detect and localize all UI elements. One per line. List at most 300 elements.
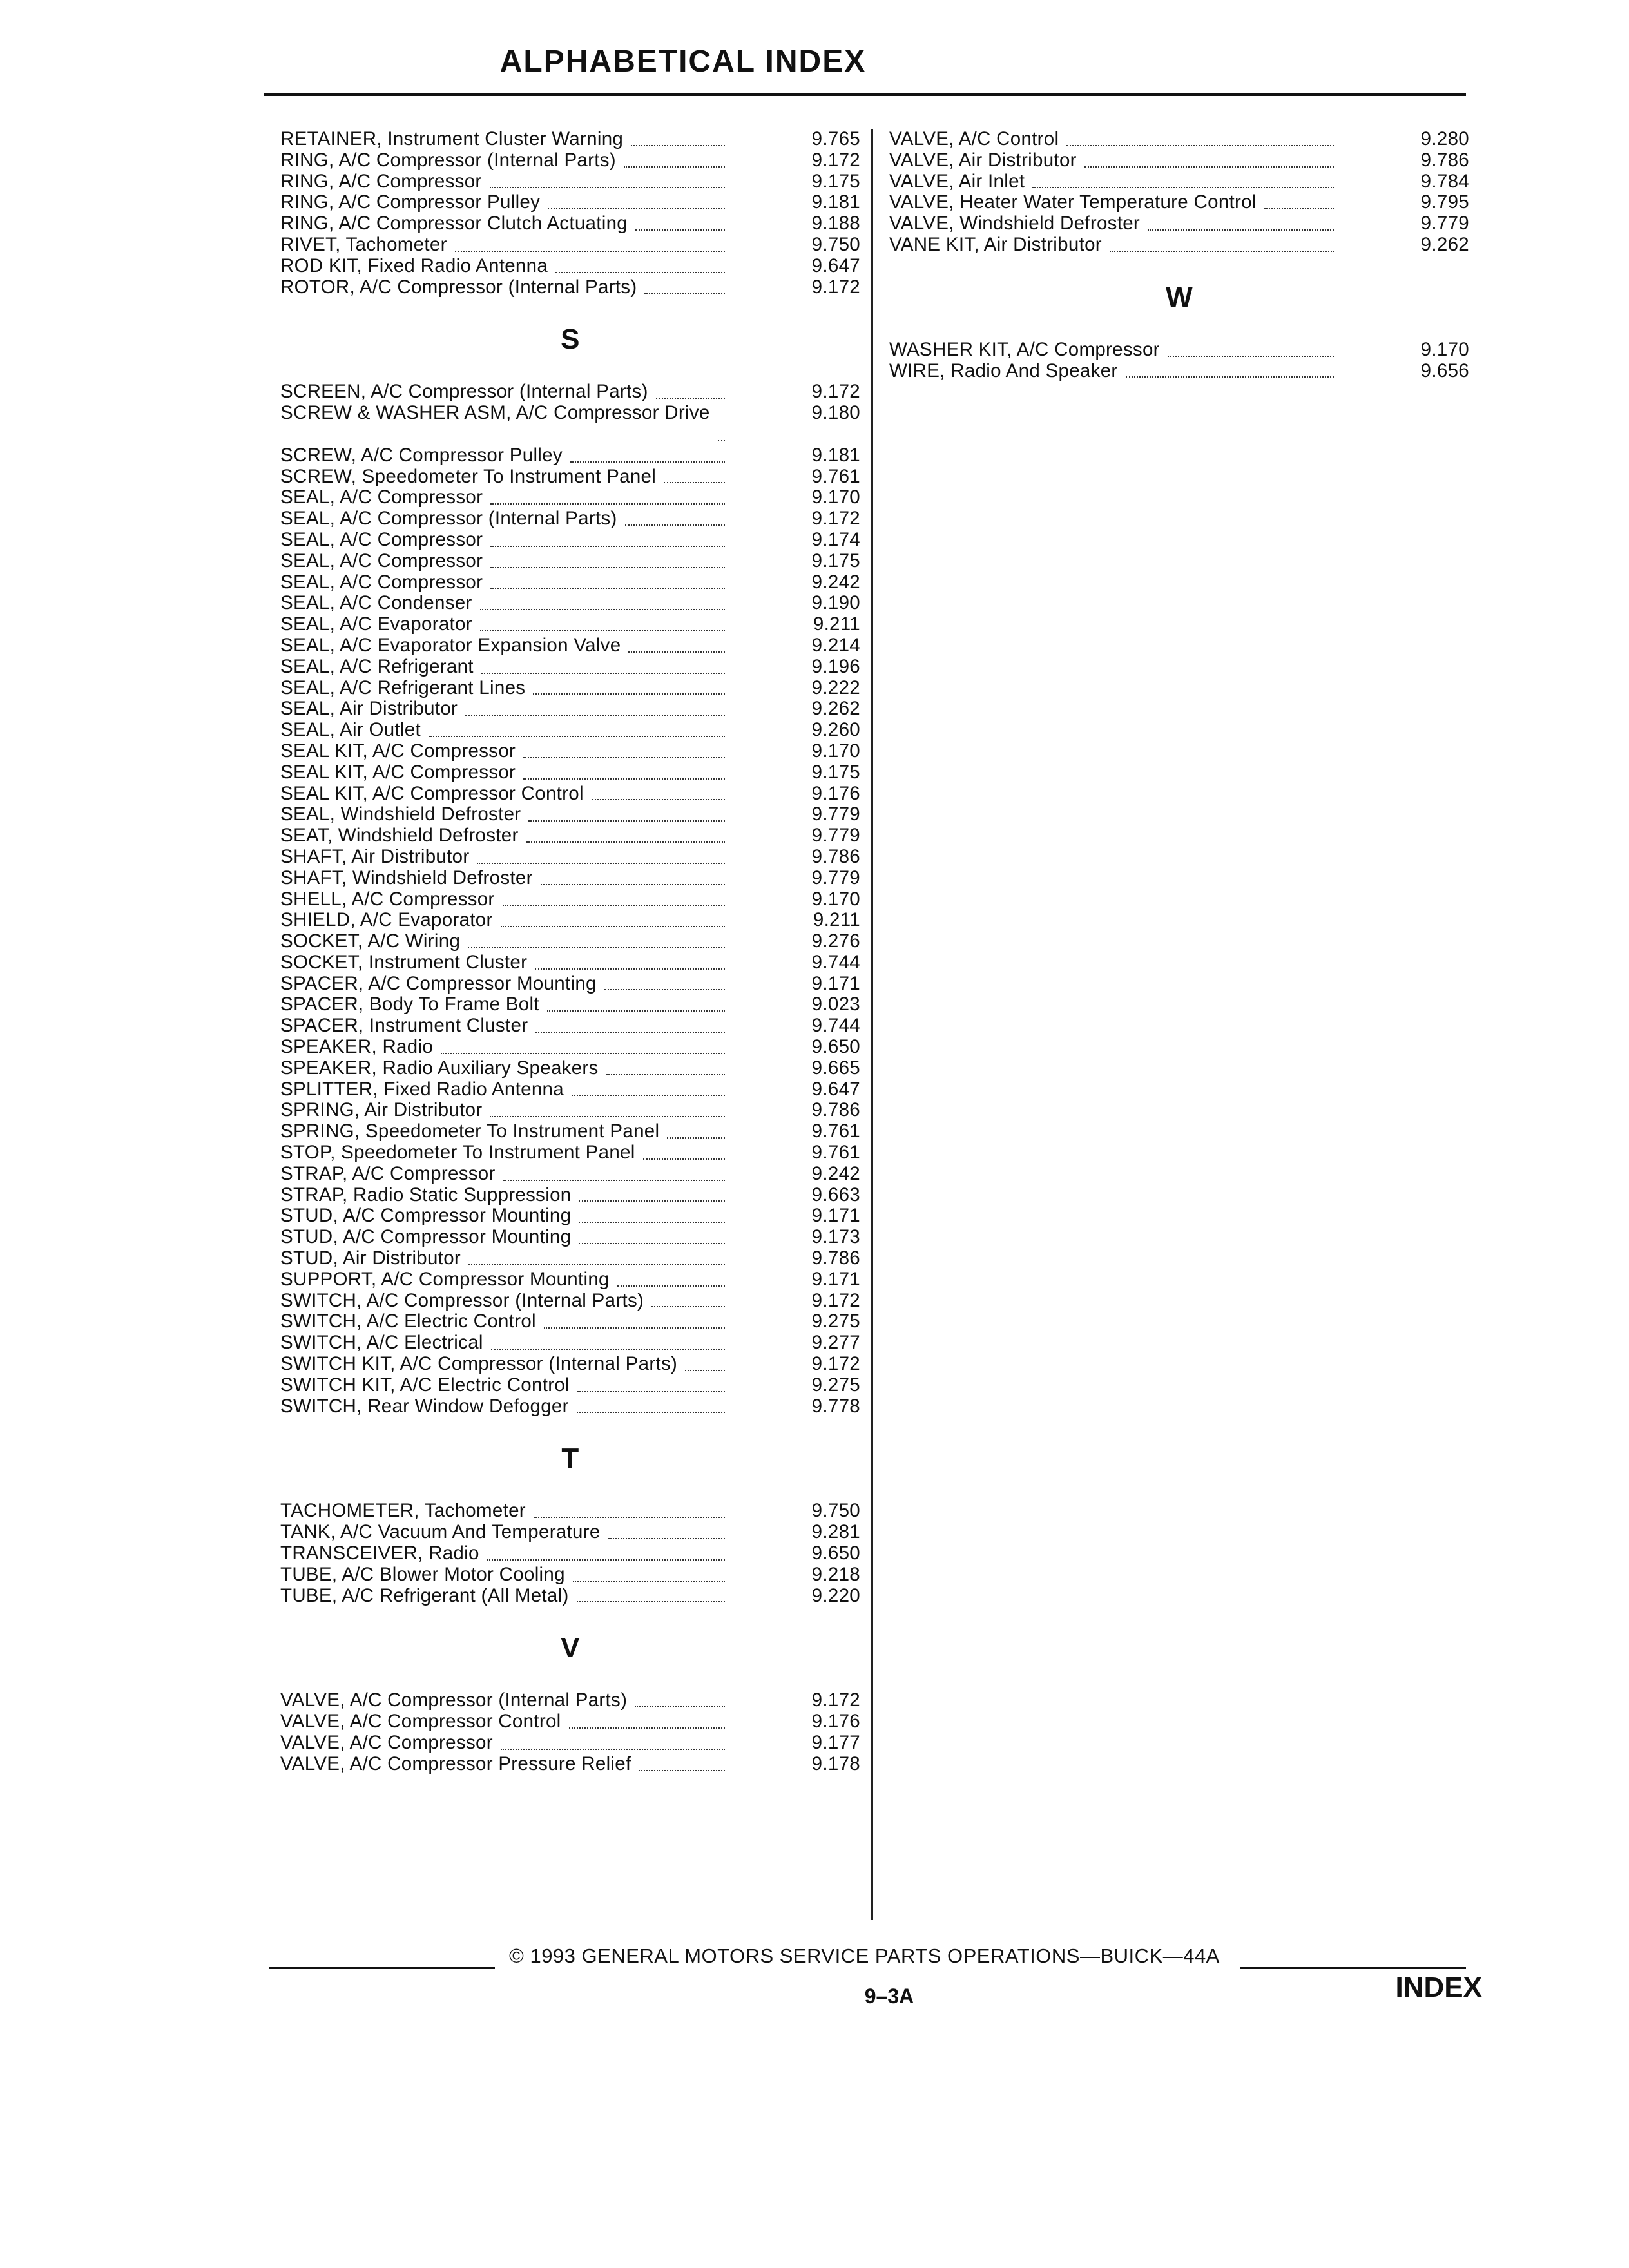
dot-leader xyxy=(535,967,725,970)
entry-label: SEAL, Windshield Defroster xyxy=(280,804,521,825)
entry-label: SHIELD, A/C Evaporator xyxy=(280,910,493,931)
entry-page-ref: 9.242 xyxy=(811,571,860,593)
dot-leader xyxy=(577,1410,725,1413)
entry-label: SCREEN, A/C Compressor (Internal Parts) xyxy=(280,381,648,403)
dot-leader xyxy=(544,1326,725,1329)
dot-leader xyxy=(1168,354,1334,357)
entry-label: TACHOMETER, Tachometer xyxy=(280,1501,526,1522)
index-entry xyxy=(280,1543,860,1564)
index-entry xyxy=(889,235,1469,256)
footer-copyright: © 1993 GENERAL MOTORS SERVICE PARTS OPERATIONS—BUICK—44A xyxy=(509,1945,1220,1967)
index-entry xyxy=(280,551,860,572)
entry-page-ref: 9.786 xyxy=(1420,149,1469,171)
dot-leader xyxy=(718,439,725,441)
entry-label: VALVE, A/C Compressor xyxy=(280,1733,493,1753)
index-entry xyxy=(280,1564,860,1586)
entry-page-ref: 9.750 xyxy=(811,1500,860,1522)
entry-page-ref: 9.181 xyxy=(811,191,860,213)
entry-label: SEAL, Air Outlet xyxy=(280,720,421,741)
entry-page-ref: 9.786 xyxy=(811,1247,860,1269)
section-letter: T xyxy=(561,1443,579,1475)
dot-leader xyxy=(1032,186,1334,188)
dot-leader xyxy=(685,1369,725,1371)
entry-page-ref: 9.175 xyxy=(811,761,860,783)
index-entry xyxy=(280,403,860,445)
index-entry xyxy=(280,847,860,868)
entry-label: VALVE, Air Distributor xyxy=(889,149,1077,171)
index-entry xyxy=(280,445,860,466)
entry-page-ref: 9.196 xyxy=(811,655,860,677)
entry-page-ref: 9.222 xyxy=(811,677,860,698)
entry-label: SHELL, A/C Compressor xyxy=(280,889,495,910)
index-column-left xyxy=(280,129,860,1775)
index-entry xyxy=(280,1332,860,1354)
index-entry xyxy=(280,910,860,931)
entry-label: SEAL, A/C Evaporator xyxy=(280,614,472,635)
entry-page-ref: 9.779 xyxy=(811,825,860,847)
entry-label: VALVE, A/C Compressor Pressure Relief xyxy=(280,1753,631,1774)
index-entry xyxy=(280,572,860,593)
entry-page-ref: 9.281 xyxy=(811,1521,860,1543)
index-entry xyxy=(889,129,1469,150)
index-entry xyxy=(280,698,860,720)
index-entry xyxy=(280,1037,860,1058)
entry-page-ref: 9.174 xyxy=(811,528,860,550)
dot-leader xyxy=(631,144,725,146)
index-entry xyxy=(280,1522,860,1543)
entry-label: STOP, Speedometer To Instrument Panel xyxy=(280,1142,635,1164)
entry-page-ref: 9.180 xyxy=(811,402,860,424)
dot-leader xyxy=(480,608,725,610)
entry-label: SEAT, Windshield Defroster xyxy=(280,825,519,847)
entry-page-ref: 9.242 xyxy=(811,1162,860,1184)
dot-leader xyxy=(570,460,725,463)
entry-label: STUD, Air Distributor xyxy=(280,1248,461,1269)
index-entry xyxy=(280,1015,860,1037)
entry-label: SEAL, A/C Evaporator Expansion Valve xyxy=(280,635,621,656)
entry-page-ref: 9.170 xyxy=(1420,338,1469,360)
entry-page-ref: 9.190 xyxy=(811,592,860,614)
section-letter: S xyxy=(561,323,580,356)
dot-leader xyxy=(628,650,725,653)
index-entry xyxy=(280,762,860,783)
dot-leader xyxy=(468,1263,725,1265)
index-entry xyxy=(280,1291,860,1312)
entry-label: SEAL, A/C Compressor xyxy=(280,487,483,508)
entry-label: TUBE, A/C Refrigerant (All Metal) xyxy=(280,1585,569,1606)
entry-page-ref: 9.211 xyxy=(813,909,860,931)
entry-page-ref: 9.172 xyxy=(811,276,860,298)
entry-page-ref: 9.647 xyxy=(811,255,860,276)
dot-leader xyxy=(651,1305,725,1307)
index-entry xyxy=(280,1058,860,1079)
entry-label: SHAFT, Windshield Defroster xyxy=(280,867,533,889)
dot-leader xyxy=(533,692,725,695)
dot-leader xyxy=(577,1390,725,1392)
entry-page-ref: 9.172 xyxy=(811,1689,860,1711)
entry-label: SEAL KIT, A/C Compressor Control xyxy=(280,783,584,804)
entry-page-ref: 9.178 xyxy=(811,1753,860,1774)
index-entry xyxy=(280,741,860,762)
dot-leader xyxy=(644,291,725,294)
dot-leader xyxy=(429,735,725,737)
entry-page-ref: 9.786 xyxy=(811,845,860,867)
index-entry xyxy=(280,381,860,403)
dot-leader xyxy=(1126,375,1334,378)
dot-leader xyxy=(579,1199,725,1202)
entry-page-ref: 9.761 xyxy=(811,1120,860,1142)
dot-leader xyxy=(541,883,725,885)
entry-page-ref: 9.276 xyxy=(811,930,860,952)
entry-label: SCREW, A/C Compressor Pulley xyxy=(280,445,563,466)
entry-label: SEAL KIT, A/C Compressor xyxy=(280,740,516,762)
entry-label: SWITCH, A/C Electrical xyxy=(280,1332,483,1354)
entry-label: SCREW, Speedometer To Instrument Panel xyxy=(280,466,657,487)
dot-leader xyxy=(501,925,725,927)
entry-page-ref: 9.750 xyxy=(811,233,860,255)
entry-label: RING, A/C Compressor Clutch Actuating xyxy=(280,213,628,235)
dot-leader xyxy=(639,1769,725,1771)
index-entry xyxy=(280,1142,860,1164)
dot-leader xyxy=(468,946,725,948)
entry-label: STRAP, A/C Compressor xyxy=(280,1163,496,1184)
entry-page-ref: 9.172 xyxy=(811,381,860,403)
dot-leader xyxy=(534,1515,725,1518)
dot-leader xyxy=(441,1052,725,1054)
index-section xyxy=(889,256,1469,382)
entry-page-ref: 9.665 xyxy=(811,1057,860,1079)
section-letter: W xyxy=(1166,281,1193,313)
index-entry xyxy=(280,974,860,995)
index-entry xyxy=(280,868,860,889)
index-entry xyxy=(280,1269,860,1291)
index-entry xyxy=(280,783,860,805)
dot-leader xyxy=(579,1220,725,1223)
entry-page-ref: 9.170 xyxy=(811,740,860,762)
index-entry xyxy=(280,593,860,614)
entry-page-ref: 9.218 xyxy=(811,1563,860,1585)
index-entry xyxy=(280,1754,860,1775)
dot-leader xyxy=(490,566,725,568)
entry-page-ref: 9.172 xyxy=(811,1289,860,1311)
entry-label: SEAL, A/C Refrigerant Lines xyxy=(280,677,526,698)
dot-leader xyxy=(490,1115,725,1117)
index-entry xyxy=(280,192,860,213)
entry-page-ref: 9.171 xyxy=(811,1205,860,1227)
section-letter: V xyxy=(561,1632,580,1664)
entry-label: WASHER KIT, A/C Compressor xyxy=(889,339,1160,360)
dot-leader xyxy=(635,228,725,231)
dot-leader xyxy=(577,1600,725,1602)
index-entry xyxy=(280,487,860,508)
dot-leader xyxy=(501,1747,725,1750)
entry-page-ref: 9.779 xyxy=(1420,213,1469,235)
entry-label: ROD KIT, Fixed Radio Antenna xyxy=(280,255,548,276)
index-entry xyxy=(889,340,1469,361)
entry-label: SEAL, Air Distributor xyxy=(280,698,458,720)
entry-label: SWITCH, A/C Compressor (Internal Parts) xyxy=(280,1290,644,1311)
entry-label: VALVE, Air Inlet xyxy=(889,171,1025,192)
entry-label: STUD, A/C Compressor Mounting xyxy=(280,1206,572,1227)
entry-label: VALVE, Heater Water Temperature Control xyxy=(889,192,1257,213)
entry-label: ROTOR, A/C Compressor (Internal Parts) xyxy=(280,276,637,298)
index-entry xyxy=(280,235,860,256)
dot-leader xyxy=(572,1093,725,1096)
footer-rule-left xyxy=(269,1967,495,1969)
entry-label: RING, A/C Compressor xyxy=(280,171,482,192)
index-entry xyxy=(280,1354,860,1375)
entry-page-ref: 9.779 xyxy=(811,803,860,825)
index-entry xyxy=(280,1079,860,1100)
entry-label: SEAL, A/C Condenser xyxy=(280,593,472,614)
entry-label: TUBE, A/C Blower Motor Cooling xyxy=(280,1564,565,1585)
dot-leader xyxy=(569,1726,725,1729)
dot-leader xyxy=(606,1073,725,1075)
index-entry xyxy=(280,931,860,952)
entry-page-ref: 9.650 xyxy=(811,1036,860,1058)
entry-label: SEAL, A/C Compressor (Internal Parts) xyxy=(280,508,617,530)
dot-leader xyxy=(604,988,725,990)
entry-label: VALVE, Windshield Defroster xyxy=(889,213,1141,235)
dot-leader xyxy=(477,861,725,864)
dot-leader xyxy=(573,1579,725,1582)
index-entry xyxy=(280,994,860,1015)
index-entry xyxy=(280,1100,860,1121)
entry-page-ref: 9.175 xyxy=(811,550,860,572)
index-entry xyxy=(280,1311,860,1332)
entry-page-ref: 9.795 xyxy=(1420,191,1469,213)
dot-leader xyxy=(465,713,725,716)
entry-page-ref: 9.744 xyxy=(811,951,860,973)
entry-label: SEAL KIT, A/C Compressor xyxy=(280,762,516,783)
entry-page-ref: 9.277 xyxy=(811,1332,860,1354)
header-rule xyxy=(264,93,1466,96)
index-entry xyxy=(280,825,860,847)
index-section xyxy=(280,1417,860,1606)
entry-page-ref: 9.214 xyxy=(811,634,860,656)
entry-page-ref: 9.173 xyxy=(811,1226,860,1248)
entry-page-ref: 9.275 xyxy=(811,1311,860,1332)
dot-leader xyxy=(624,165,725,168)
entry-label: SWITCH, Rear Window Defogger xyxy=(280,1396,569,1417)
index-entry xyxy=(280,889,860,910)
dot-leader xyxy=(547,1009,725,1012)
dot-leader xyxy=(1084,165,1334,168)
entry-page-ref: 9.170 xyxy=(811,888,860,910)
index-entry xyxy=(280,614,860,635)
entry-page-ref: 9.650 xyxy=(811,1542,860,1564)
entry-label: SPEAKER, Radio xyxy=(280,1037,434,1058)
entry-label: SPACER, A/C Compressor Mounting xyxy=(280,973,597,994)
index-entry xyxy=(280,1121,860,1142)
index-entry xyxy=(280,1375,860,1396)
dot-leader xyxy=(503,903,725,906)
dot-leader xyxy=(635,1705,725,1707)
dot-leader xyxy=(490,502,725,505)
entry-page-ref: 9.170 xyxy=(811,486,860,508)
entry-page-ref: 9.262 xyxy=(1420,233,1469,255)
column-divider xyxy=(871,129,873,1920)
dot-leader xyxy=(1264,207,1334,209)
dot-leader xyxy=(548,207,725,209)
footer-rule-right xyxy=(1240,1967,1466,1969)
index-entry xyxy=(280,530,860,551)
entry-page-ref: 9.761 xyxy=(811,465,860,487)
dot-leader xyxy=(608,1537,725,1539)
entry-page-ref: 9.181 xyxy=(811,444,860,466)
dot-leader xyxy=(487,1558,725,1561)
entry-page-ref: 9.172 xyxy=(811,508,860,530)
index-entry xyxy=(280,171,860,193)
index-column-right xyxy=(889,129,1469,381)
entry-label: SPACER, Body To Frame Bolt xyxy=(280,994,539,1015)
entry-page-ref: 9.663 xyxy=(811,1184,860,1206)
entry-page-ref: 9.172 xyxy=(811,149,860,171)
entry-label: RING, A/C Compressor Pulley xyxy=(280,192,541,213)
index-entry xyxy=(280,1690,860,1711)
index-entry xyxy=(280,466,860,488)
dot-leader xyxy=(664,481,725,483)
entry-page-ref: 9.786 xyxy=(811,1099,860,1121)
page-number: 9–3A xyxy=(864,1984,914,2008)
index-entry xyxy=(280,1164,860,1185)
index-entry xyxy=(280,1248,860,1269)
index-entry xyxy=(280,1733,860,1754)
entry-label: SPACER, Instrument Cluster xyxy=(280,1015,528,1037)
entry-label: SUPPORT, A/C Compressor Mounting xyxy=(280,1269,610,1290)
dot-leader xyxy=(455,249,725,252)
dot-leader xyxy=(490,586,725,589)
entry-label: SEAL, A/C Compressor xyxy=(280,572,483,593)
dot-leader xyxy=(535,1030,725,1033)
entry-label: SPRING, Speedometer To Instrument Panel xyxy=(280,1121,660,1142)
entry-page-ref: 9.647 xyxy=(811,1078,860,1100)
entry-page-ref: 9.260 xyxy=(811,719,860,741)
index-entry xyxy=(280,678,860,699)
index-entry xyxy=(280,150,860,171)
entry-page-ref: 9.188 xyxy=(811,213,860,235)
entry-page-ref: 9.761 xyxy=(811,1142,860,1164)
dot-leader xyxy=(528,819,725,822)
dot-leader xyxy=(491,1347,725,1350)
dot-leader xyxy=(656,396,725,399)
entry-page-ref: 9.779 xyxy=(811,867,860,889)
entry-label: STUD, A/C Compressor Mounting xyxy=(280,1227,572,1248)
index-entry xyxy=(280,1396,860,1418)
page-title: ALPHABETICAL INDEX xyxy=(499,44,867,79)
entry-page-ref: 9.172 xyxy=(811,1353,860,1375)
index-entry xyxy=(280,277,860,298)
index-entry xyxy=(280,1501,860,1522)
dot-leader xyxy=(579,1242,725,1244)
index-entry xyxy=(280,213,860,235)
index-entry xyxy=(889,171,1469,193)
entry-page-ref: 9.656 xyxy=(1420,360,1469,381)
entry-page-ref: 9.177 xyxy=(811,1732,860,1753)
entry-label: SEAL, A/C Compressor xyxy=(280,529,483,550)
entry-page-ref: 9.211 xyxy=(813,613,860,635)
entry-page-ref: 9.023 xyxy=(811,994,860,1015)
entry-page-ref: 9.220 xyxy=(811,1584,860,1606)
entry-page-ref: 9.171 xyxy=(811,972,860,994)
index-entry xyxy=(889,213,1469,235)
entry-page-ref: 9.280 xyxy=(1420,128,1469,149)
entry-label: TANK, A/C Vacuum And Temperature xyxy=(280,1522,601,1543)
index-entry xyxy=(280,635,860,657)
entry-label: RETAINER, Instrument Cluster Warning xyxy=(280,129,624,149)
entry-label: STRAP, Radio Static Suppression xyxy=(280,1184,572,1206)
entry-page-ref: 9.784 xyxy=(1420,170,1469,192)
dot-leader xyxy=(481,671,725,674)
entry-label: SCREW & WASHER ASM, A/C Compressor Drive xyxy=(280,403,710,424)
entry-label: SWITCH, A/C Electric Control xyxy=(280,1311,536,1332)
index-entry xyxy=(280,1227,860,1248)
index-entry xyxy=(280,129,860,150)
entry-label: SOCKET, A/C Wiring xyxy=(280,931,461,952)
entry-page-ref: 9.171 xyxy=(811,1268,860,1290)
index-entry xyxy=(280,508,860,530)
dot-leader xyxy=(503,1178,725,1181)
dot-leader xyxy=(555,271,725,273)
entry-page-ref: 9.262 xyxy=(811,698,860,720)
entry-label: SPRING, Air Distributor xyxy=(280,1100,483,1121)
dot-leader xyxy=(667,1136,725,1139)
entry-page-ref: 9.176 xyxy=(811,1711,860,1733)
entry-page-ref: 9.176 xyxy=(811,782,860,804)
index-section xyxy=(280,1606,860,1774)
dot-leader xyxy=(592,798,725,800)
entry-label: SEAL, A/C Compressor xyxy=(280,550,483,572)
index-entry xyxy=(280,720,860,741)
entry-label: VANE KIT, Air Distributor xyxy=(889,234,1102,255)
entry-page-ref: 9.765 xyxy=(811,128,860,149)
entry-label: SHAFT, Air Distributor xyxy=(280,846,470,867)
entry-page-ref: 9.175 xyxy=(811,170,860,192)
dot-leader xyxy=(617,1284,725,1287)
index-entry xyxy=(280,657,860,678)
entry-label: VALVE, A/C Compressor Control xyxy=(280,1711,561,1733)
index-section xyxy=(280,129,860,298)
index-section xyxy=(280,298,860,1417)
dot-leader xyxy=(1148,228,1334,231)
index-section xyxy=(889,129,1469,256)
entry-page-ref: 9.744 xyxy=(811,1015,860,1037)
dot-leader xyxy=(490,544,725,547)
dot-leader xyxy=(643,1157,725,1160)
entry-label: RING, A/C Compressor (Internal Parts) xyxy=(280,149,616,171)
entry-label: TRANSCEIVER, Radio xyxy=(280,1543,479,1564)
dot-leader xyxy=(526,840,725,843)
entry-label: SWITCH KIT, A/C Compressor (Internal Parts) xyxy=(280,1354,678,1375)
entry-label: SEAL, A/C Refrigerant xyxy=(280,656,474,677)
dot-leader xyxy=(523,756,725,758)
section-label: INDEX xyxy=(1395,1972,1482,2003)
index-entry xyxy=(280,1711,860,1733)
entry-page-ref: 9.778 xyxy=(811,1395,860,1417)
index-entry xyxy=(280,1185,860,1206)
entry-label: SWITCH KIT, A/C Electric Control xyxy=(280,1374,570,1396)
index-entry xyxy=(280,1586,860,1607)
index-entry xyxy=(889,150,1469,171)
index-entry xyxy=(280,1206,860,1227)
dot-leader xyxy=(1110,249,1334,252)
entry-label: SPEAKER, Radio Auxiliary Speakers xyxy=(280,1057,599,1079)
entry-label: RIVET, Tachometer xyxy=(280,234,447,255)
entry-label: VALVE, A/C Control xyxy=(889,129,1059,149)
dot-leader xyxy=(1066,144,1334,146)
dot-leader xyxy=(480,629,725,631)
dot-leader xyxy=(625,523,725,526)
